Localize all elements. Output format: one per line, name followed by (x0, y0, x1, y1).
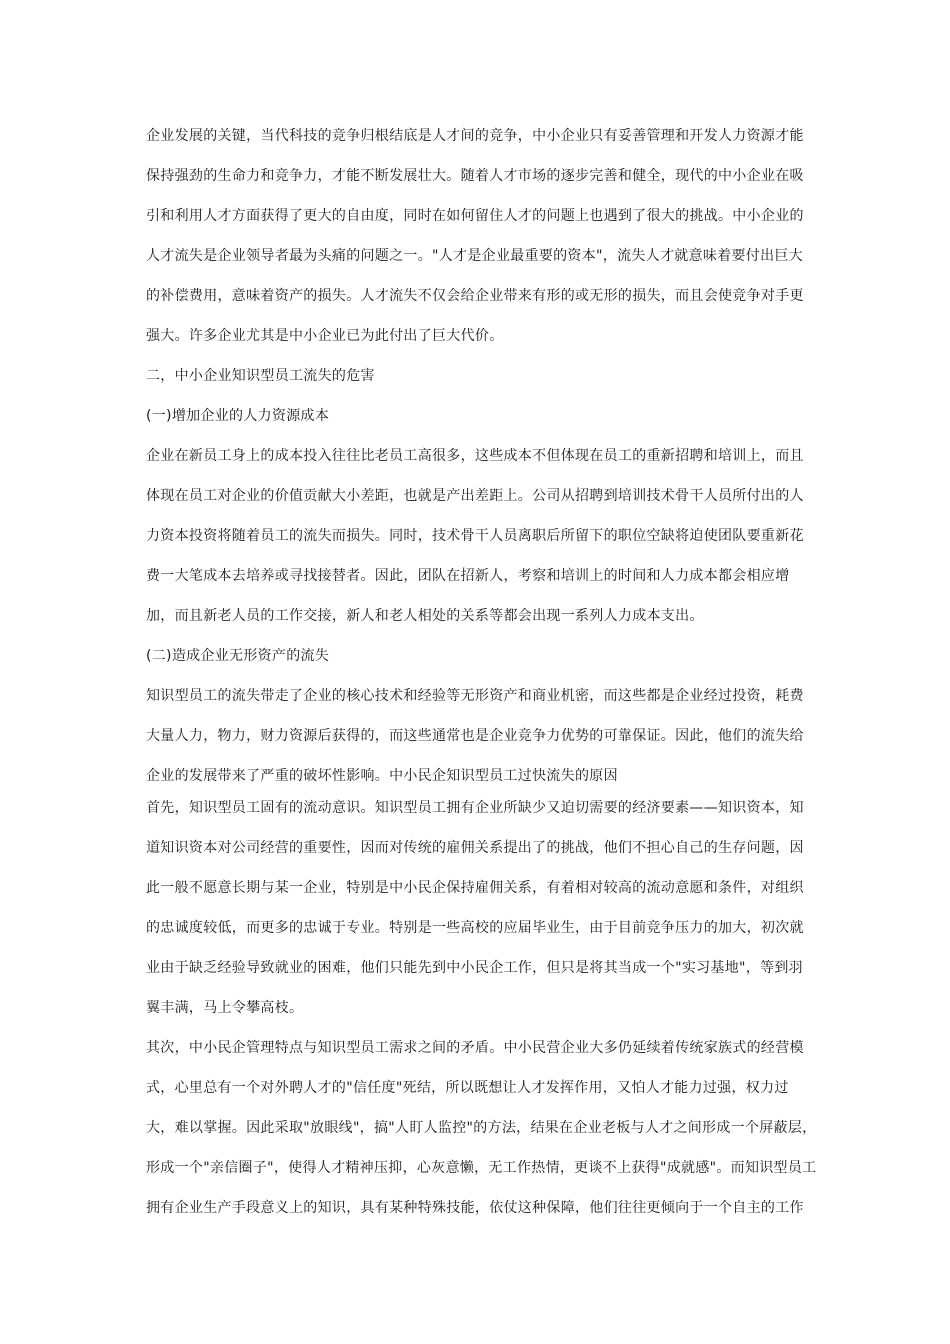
text-line: 翼丰满，马上令攀高枝。 (146, 1000, 304, 1016)
text-line: 业由于缺乏经验导致就业的困难，他们只能先到中小民企工作，但只是将其当成一个"实习基地"，等到羽 (146, 960, 803, 976)
text-line: 强大。许多企业尤其是中小企业已为此付出了巨大代价。 (146, 328, 504, 344)
text-line: 首先，知识型员工固有的流动意识。知识型员工拥有企业所缺少又迫切需要的经济要素——知识资本，知 (146, 800, 804, 816)
text-line: 形成一个"亲信圈子"，使得人才精神压抑，心灰意懒，无工作热情，更谈不上获得"成就感"。而知识型员工 (146, 1160, 817, 1176)
text-line: 道知识资本对公司经营的重要性，因而对传统的雇佣关系提出了的挑战，他们不担心自己的生存问题，因 (146, 840, 804, 856)
subsection-heading: (二)造成企业无形资产的流失 (146, 648, 330, 664)
subsection-heading: (一)增加企业的人力资源成本 (146, 408, 330, 424)
text-line: 拥有企业生产手段意义上的知识，具有某种特殊技能，依仗这种保障，他们往往更倾向于一个自主的工作 (146, 1200, 804, 1216)
text-line: 体现在员工对企业的价值贡献大小差距，也就是产出差距上。公司从招聘到培训技术骨干人员所付出的人 (146, 488, 804, 504)
text-line: 力资本投资将随着员工的流失而损失。同时，技术骨干人员离职后所留下的职位空缺将迫使团队要重新花 (146, 528, 804, 544)
text-line: 保持强劲的生命力和竞争力，才能不断发展壮大。随着人才市场的逐步完善和健全，现代的中小企业在吸 (146, 168, 804, 184)
text-line: 此一般不愿意长期与某一企业，特别是中小民企保持雇佣关系，有着相对较高的流动意愿和条件，对组织 (146, 880, 804, 896)
text-line: 知识型员工的流失带走了企业的核心技术和经验等无形资产和商业机密，而这些都是企业经过投资，耗费 (146, 688, 804, 704)
text-line: 其次，中小民企管理特点与知识型员工需求之间的矛盾。中小民营企业大多仍延续着传统家族式的经营模 (146, 1040, 804, 1056)
text-line: 企业在新员工身上的成本投入往往比老员工高很多，这些成本不但体现在员工的重新招聘和培训上，而且 (146, 448, 804, 464)
section-heading: 二，中小企业知识型员工流失的危害 (146, 368, 375, 384)
text-line: 企业的发展带来了严重的破坏性影响。中小民企知识型员工过快流失的原因 (146, 768, 618, 784)
text-line: 大，难以掌握。因此采取"放眼线"，搞"人盯人监控"的方法，结果在企业老板与人才之间形成一个屏蔽层， (146, 1120, 817, 1136)
text-line: 的补偿费用，意味着资产的损失。人才流失不仅会给企业带来有形的或无形的损失，而且会使竞争对手更 (146, 288, 804, 304)
text-line: 费一大笔成本去培养或寻找接替者。因此，团队在招新人，考察和培训上的时间和人力成本都会相应增 (146, 568, 790, 584)
text-line: 人才流失是企业领导者最为头痛的问题之一。"人才是企业最重要的资本"，流失人才就意味着要付出巨大 (146, 248, 803, 264)
text-line: 企业发展的关键，当代科技的竞争归根结底是人才间的竞争，中小企业只有妥善管理和开发人力资源才能 (146, 128, 804, 144)
text-line: 加，而且新老人员的工作交接，新人和老人相处的关系等都会出现一系列人力成本支出。 (146, 608, 704, 624)
text-line: 的忠诚度较低，而更多的忠诚于专业。特别是一些高校的应届毕业生，由于目前竞争压力的加大，初次就 (146, 920, 804, 936)
text-line: 式，心里总有一个对外聘人才的"信任度"死结，所以既想让人才发挥作用，又怕人才能力过强，权力过 (146, 1080, 789, 1096)
text-line: 大量人力，物力，财力资源后获得的，而这些通常也是企业竞争力优势的可靠保证。因此，他们的流失给 (146, 728, 804, 744)
text-line: 引和利用人才方面获得了更大的自由度，同时在如何留住人才的问题上也遇到了很大的挑战。中小企业的 (146, 208, 804, 224)
